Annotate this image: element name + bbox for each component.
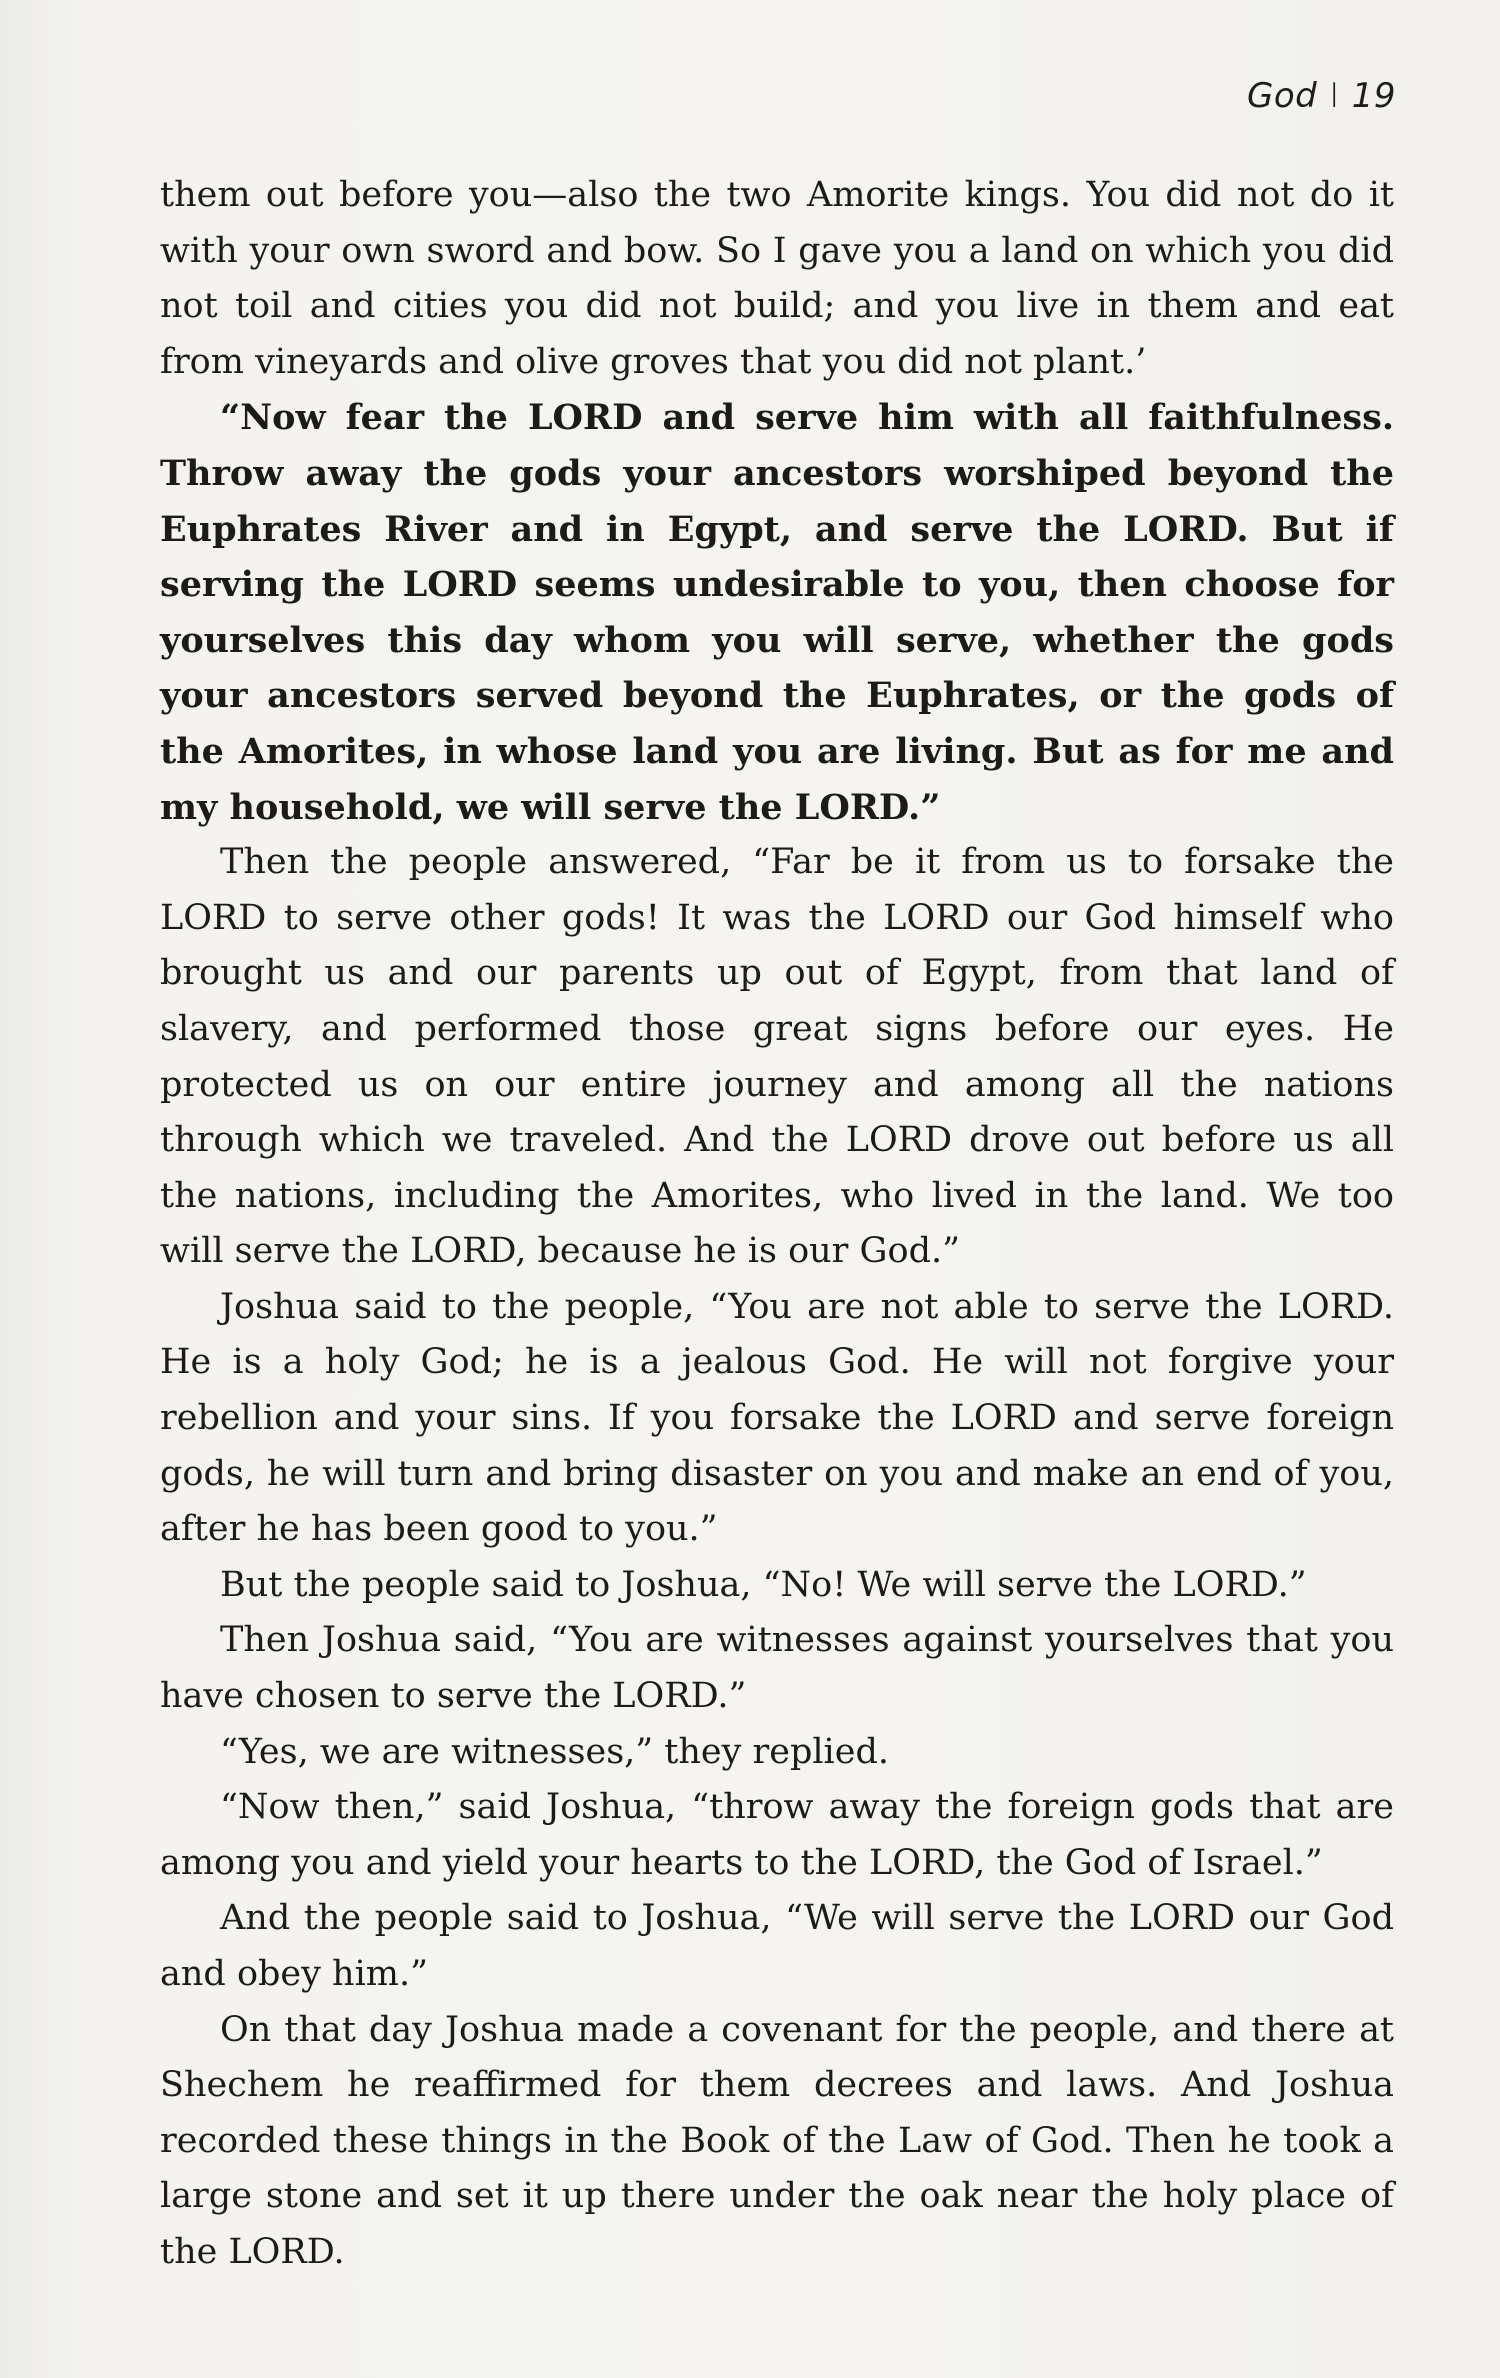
paragraph-7: “Yes, we are witnesses,” they replied. (220, 1731, 889, 1772)
body-text (160, 168, 1394, 2281)
paragraph-4: Joshua said to the people, “You are not able to serve the LORD. He is a holy God; he is a jealous God. He will not forgive your rebellion and your sins. If you forsake the LORD and serve foreign gods, he will turn and bring disaster on you and make an end of you, after he has been good to you.” (160, 1286, 1394, 1550)
paragraph-9: And the people said to Joshua, “We will serve the LORD our God and obey him.” (160, 1898, 1394, 1994)
paragraph-5: But the people said to Joshua, “No! We will serve the LORD.” (220, 1564, 1307, 1605)
paragraph-6: Then Joshua said, “You are witnesses against yourselves that you have chosen to serve the LORD.” (160, 1620, 1394, 1717)
running-header (1247, 76, 1396, 116)
page-number: 19 (1351, 76, 1396, 116)
paragraph-1: them out before you—also the two Amorite kings. You did not do it with your own sword and bow. So I gave you a land on which you did not toil and cities you did not build; and you live in them and eat from vineyards and olive groves that you did not plant.’ (160, 175, 1394, 382)
header-separator: I (1329, 76, 1340, 116)
header-section-title: God (1246, 76, 1318, 116)
paragraph-10: On that day Joshua made a covenant for the people, and there at Shechem he reaffirmed for them decrees and laws. And Joshua recorded these things in the Book of the Law of God. Then he took a large stone and set it up there under the oak near the holy place of the LORD. (160, 2009, 1394, 2272)
paragraph-3: Then the people answered, “Far be it from us to forsake the LORD to serve other gods! It was the LORD our God himself who brought us and our parents up out of Egypt, from that land of slavery, and performed those great signs before our eyes. He protected us on our entire journey and among all the nations through which we traveled. And the LORD drove out before us all the nations, including the Amorites, who lived in the land. We too will serve the LORD, because he is our God.” (160, 842, 1394, 1272)
paragraph-8: “Now then,” said Joshua, “throw away the foreign gods that are among you and yield your hearts to the LORD, the God of Israel.” (160, 1787, 1394, 1883)
paragraph-2-bold: “Now fear the LORD and serve him with all faithfulness. Throw away the gods your ancestors worshiped beyond the Euphrates River and in Egypt, and serve the LORD. But if serving the LORD seems undesirable to you, then choose for yourselves this day whom you will serve, whether the gods your ancestors served beyond the Euphrates, or the gods of the Amorites, in whose land you are living. But as for me and my household, we will serve the LORD.” (160, 397, 1394, 828)
